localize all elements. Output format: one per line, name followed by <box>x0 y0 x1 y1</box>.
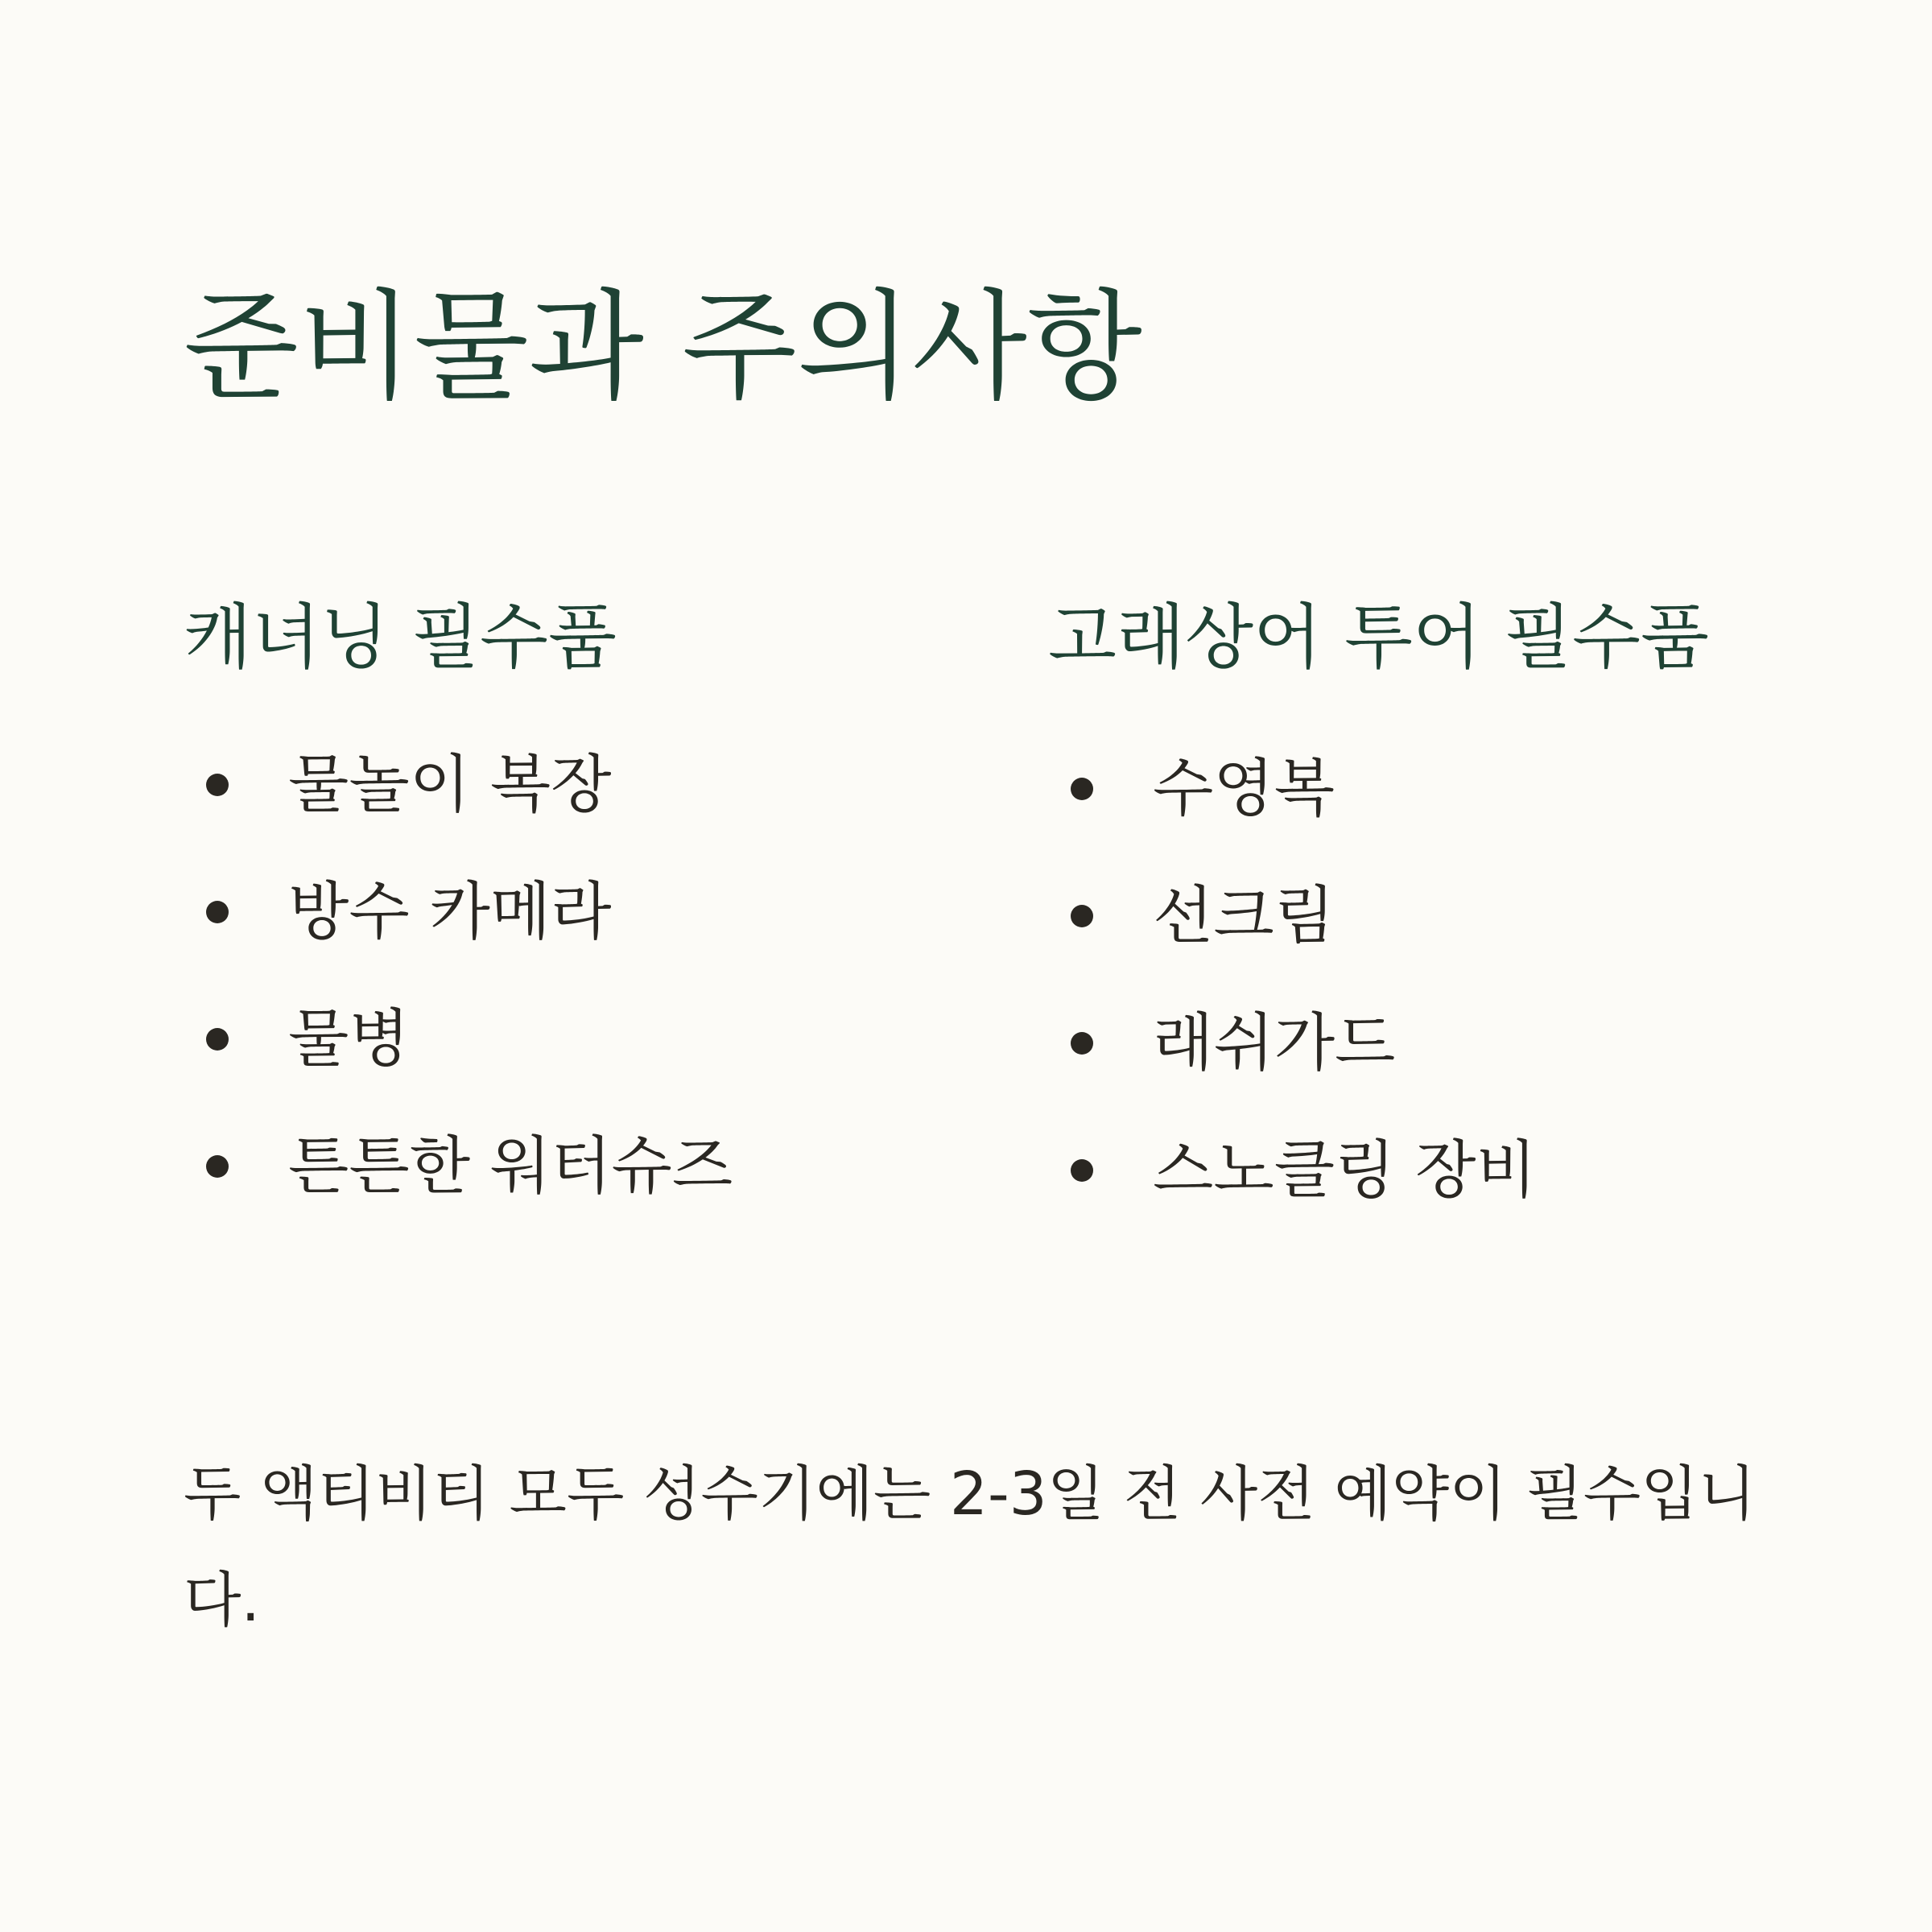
canyoning-heading: 캐녀닝 필수품 <box>184 596 617 679</box>
bullet-icon <box>1071 905 1093 927</box>
canyoning-section <box>184 586 908 1230</box>
whale-tour-heading: 고래상어 투어 필수품 <box>1048 596 1710 679</box>
list-item-text: 래쉬가드 <box>1153 1006 1396 1080</box>
list-item <box>1048 852 1740 980</box>
bullet-icon <box>206 901 229 923</box>
bullet-icon <box>1071 1032 1093 1055</box>
reservation-note: 두 액티비티 모두 성수기에는 2-3일 전 사전 예약이 필수입니다. <box>184 1459 1757 1635</box>
bullet-icon <box>1071 778 1093 800</box>
bullet-icon <box>206 1028 229 1051</box>
list-item-text: 스노클링 장비 <box>1153 1133 1537 1207</box>
whale-tour-section <box>1048 586 1740 1234</box>
bullet-icon <box>1071 1159 1093 1182</box>
page-title: 준비물과 주의사항 <box>184 278 1142 416</box>
list-item-text: 수영복 <box>1153 752 1335 825</box>
list-item <box>184 976 908 1103</box>
list-item <box>184 1103 908 1230</box>
list-item-text: 방수 카메라 <box>288 875 612 948</box>
list-item-text: 물병 <box>288 1002 410 1075</box>
canyoning-list <box>184 721 908 1230</box>
list-item <box>1048 980 1740 1107</box>
list-item <box>1048 1107 1740 1234</box>
list-item-text: 튼튼한 워터슈즈 <box>288 1129 733 1203</box>
list-item <box>184 721 908 848</box>
list-item <box>184 848 908 976</box>
whale-tour-list <box>1048 725 1740 1234</box>
bullet-icon <box>206 1155 229 1178</box>
list-item-text: 선크림 <box>1153 879 1335 952</box>
list-item-text: 물놀이 복장 <box>288 748 612 821</box>
bullet-icon <box>206 774 229 796</box>
list-item <box>1048 725 1740 852</box>
